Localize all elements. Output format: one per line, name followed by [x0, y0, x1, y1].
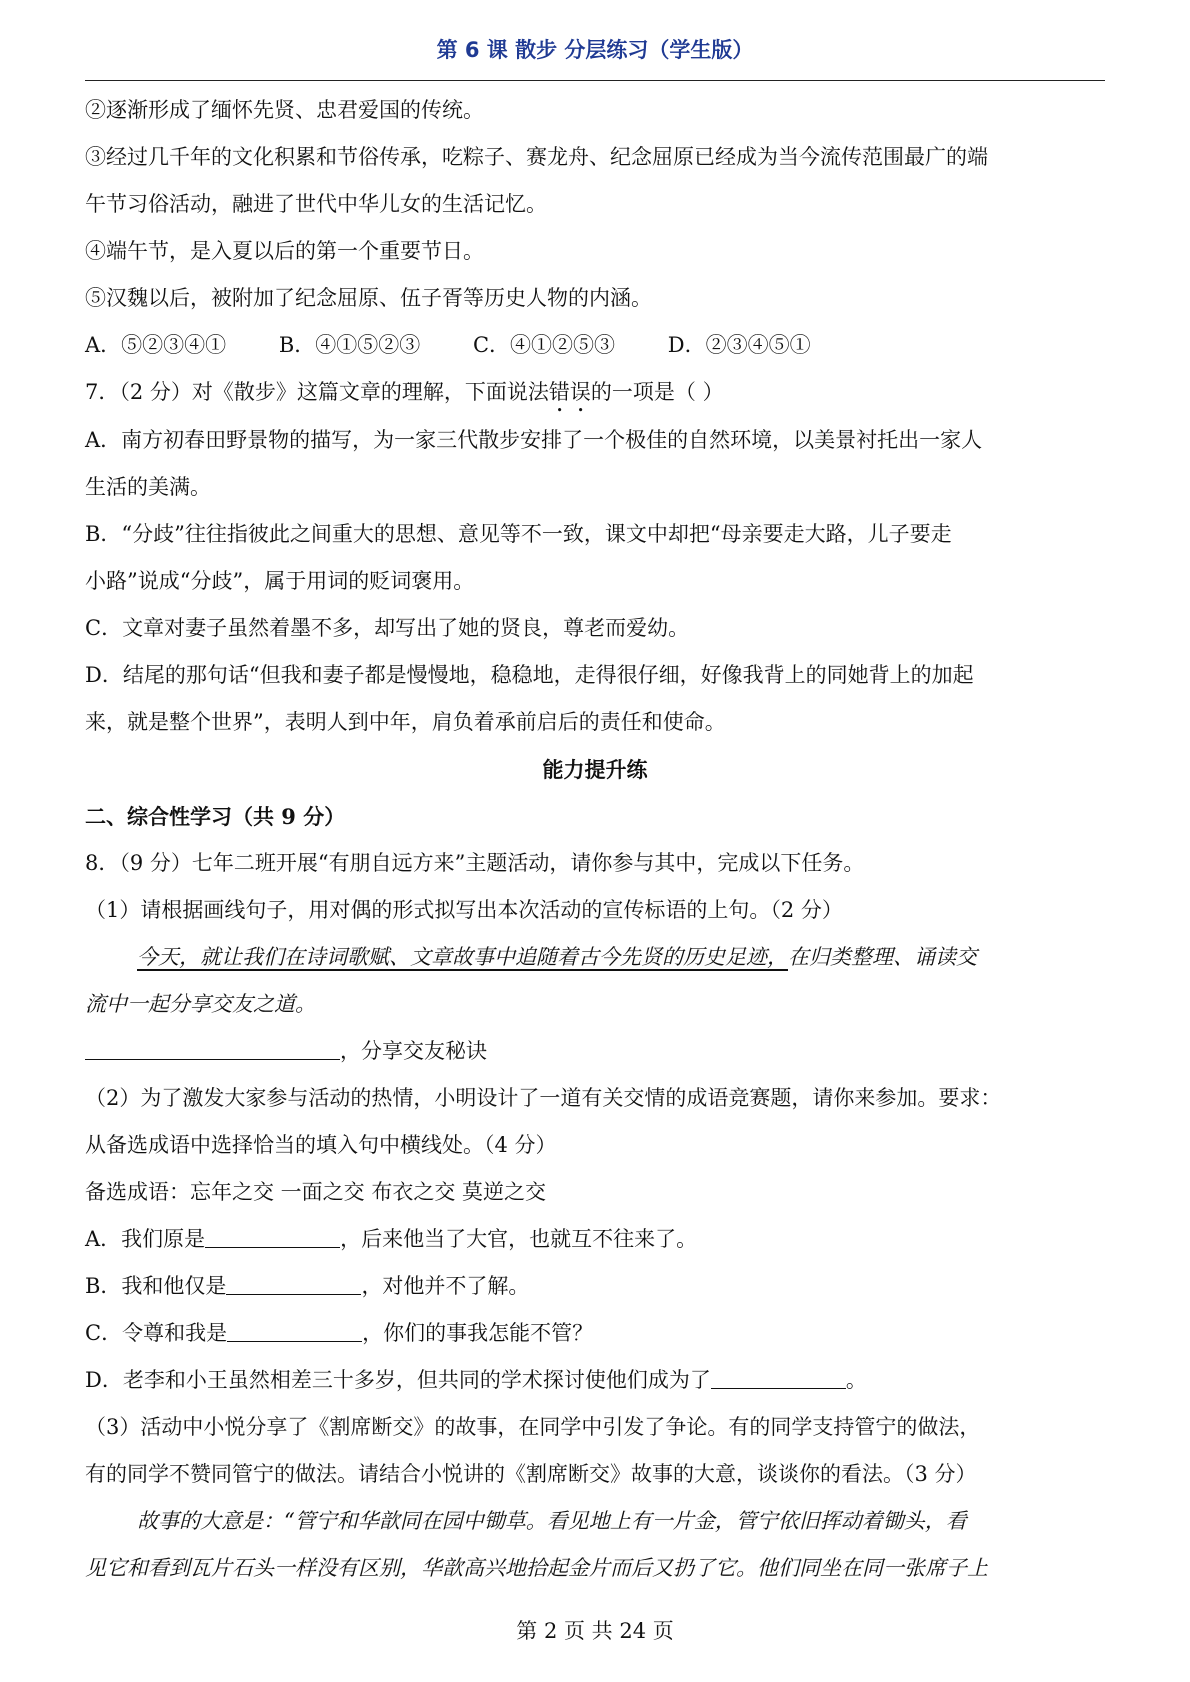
q6-item-4: ④端午节，是入夏以后的第一个重要节日。	[85, 239, 484, 263]
q7-option-b-line1: B．“分歧”往往指彼此之间重大的思想、意见等不一致，课文中却把“母亲要走大路，儿子要走	[85, 522, 952, 546]
answer-blank[interactable]	[205, 1225, 340, 1248]
q6-item-5: ⑤汉魏以后，被附加了纪念屈原、伍子胥等历史人物的内涵。	[85, 286, 652, 310]
section-heading: 二、综合性学习（共 9 分）	[85, 804, 346, 829]
q8-part3-line2: 有的同学不赞同管宁的做法。请结合小悦讲的《割席断交》故事的大意，谈谈你的看法。（3 分）	[85, 1462, 977, 1486]
q8-part2-stem-line1: （2）为了激发大家参与活动的热情，小明设计了一道有关交情的成语竞赛题，请你来参加。要求：	[85, 1086, 1002, 1110]
q8-idioms: 备选成语：忘年之交 一面之交 布衣之交 莫逆之交	[85, 1180, 547, 1204]
q8-story-line2: 见它和看到瓦片石头一样没有区别，华歆高兴地拾起金片而后又扔了它。他们同坐在同一张席子上	[85, 1556, 988, 1580]
q6-item-2: ②逐渐形成了缅怀先贤、忠君爱国的传统。	[85, 98, 484, 122]
q8-fill-a-pre: A．我们原是	[85, 1227, 206, 1251]
q7-option-a-line2: 生活的美满。	[85, 475, 211, 499]
header-title: 第 6 课 散步 分层练习（学生版）	[436, 38, 754, 62]
q8-part2-stem-line2: 从备选成语中选择恰当的填入句中横线处。（4 分）	[85, 1133, 557, 1157]
q6-option-b: B．④①⑤②③	[278, 333, 421, 357]
q8-part3-line1: （3）活动中小悦分享了《割席断交》的故事，在同学中引发了争论。有的同学支持管宁的做法，	[85, 1415, 981, 1439]
q8-part1-stem: （1）请根据画线句子，用对偶的形式拟写出本次活动的宣传标语的上句。（2 分）	[85, 898, 843, 922]
q6-option-c: C．④①②⑤③	[472, 333, 616, 357]
q8-fill-d-post: 。	[845, 1368, 867, 1392]
q8-part1-passage-line2: 流中一起分享交友之道。	[85, 992, 316, 1016]
section-title: 能力提升练	[542, 757, 648, 782]
q8-fill-d	[85, 1357, 1105, 1404]
page-body	[85, 87, 1105, 1592]
page-number: 第 2 页 共 24 页	[516, 1619, 674, 1643]
q7-stem	[85, 369, 1105, 417]
q7-option-d-line2: 来，就是整个世界”，表明人到中年，肩负着承前启后的责任和使命。	[85, 710, 726, 734]
q7-option-b-line2: 小路”说成“分歧”，属于用词的贬词褒用。	[85, 569, 475, 593]
q7-option-d-line1: D．结尾的那句话“但我和妻子都是慢慢地，稳稳地，走得很仔细，好像我背上的同她背上的加起	[85, 663, 974, 687]
q7-stem-pre: 7．（2 分）对《散步》这篇文章的理解，下面说法	[85, 380, 549, 404]
q8-fill-a	[85, 1216, 1105, 1263]
q8-fill-a-post: ，后来他当了大官，也就互不往来了。	[340, 1227, 698, 1251]
q8-underlined-sentence: 今天，就让我们在诗词歌赋、文章故事中追随着古今先贤的历史足迹，	[137, 945, 788, 969]
answer-blank[interactable]	[85, 1037, 340, 1060]
q7-option-c: C．文章对妻子虽然着墨不多，却写出了她的贤良，尊老而爱幼。	[85, 616, 690, 640]
page-footer	[0, 1615, 1190, 1645]
q7-stem-emphasis: 错误	[548, 380, 591, 404]
q8-part1-answer	[85, 1028, 1105, 1075]
q8-fill-c-post: ，你们的事我怎能不管？	[362, 1321, 594, 1345]
q8-part1-passage-rest: 在归类整理、诵读交	[788, 945, 977, 969]
q8-stem: 8．（9 分）七年二班开展“有朋自远方来”主题活动，请你参与其中，完成以下任务。	[85, 851, 865, 875]
q6-option-d: D．②③④⑤①	[667, 333, 811, 357]
q8-fill-b-pre: B．我和他仅是	[85, 1274, 227, 1298]
answer-blank[interactable]	[711, 1366, 846, 1389]
q8-part1-passage-line1	[85, 934, 1105, 981]
q6-options	[85, 322, 1105, 369]
q8-fill-d-pre: D．老李和小王虽然相差三十多岁，但共同的学术探讨使他们成为了	[85, 1368, 711, 1392]
q8-story-line1: 故事的大意是：“管宁和华歆同在园中锄草。看见地上有一片金，管宁依旧挥动着锄头，看	[137, 1509, 967, 1533]
q6-item-3-line1: ③经过几千年的文化积累和节俗传承，吃粽子、赛龙舟、纪念屈原已经成为当今流传范围最广的端	[85, 145, 988, 169]
q6-option-a: A．⑤②③④①	[85, 333, 227, 357]
answer-blank[interactable]	[227, 1319, 362, 1342]
q7-stem-post: 的一项是（ ）	[590, 380, 724, 404]
q8-fill-b-post: ，对他并不了解。	[361, 1274, 530, 1298]
answer-blank[interactable]	[226, 1272, 361, 1295]
q7-option-a-line1: A．南方初春田野景物的描写，为一家三代散步安排了一个极佳的自然环境，以美景衬托出一家人	[85, 428, 983, 452]
page-header	[85, 30, 1105, 81]
q6-item-3-line2: 午节习俗活动，融进了世代中华儿女的生活记忆。	[85, 192, 547, 216]
q8-fill-c-pre: C．令尊和我是	[85, 1321, 228, 1345]
q8-part1-answer-suffix: ，分享交友秘诀	[340, 1039, 487, 1063]
q8-fill-b	[85, 1263, 1105, 1310]
q8-fill-c	[85, 1310, 1105, 1357]
